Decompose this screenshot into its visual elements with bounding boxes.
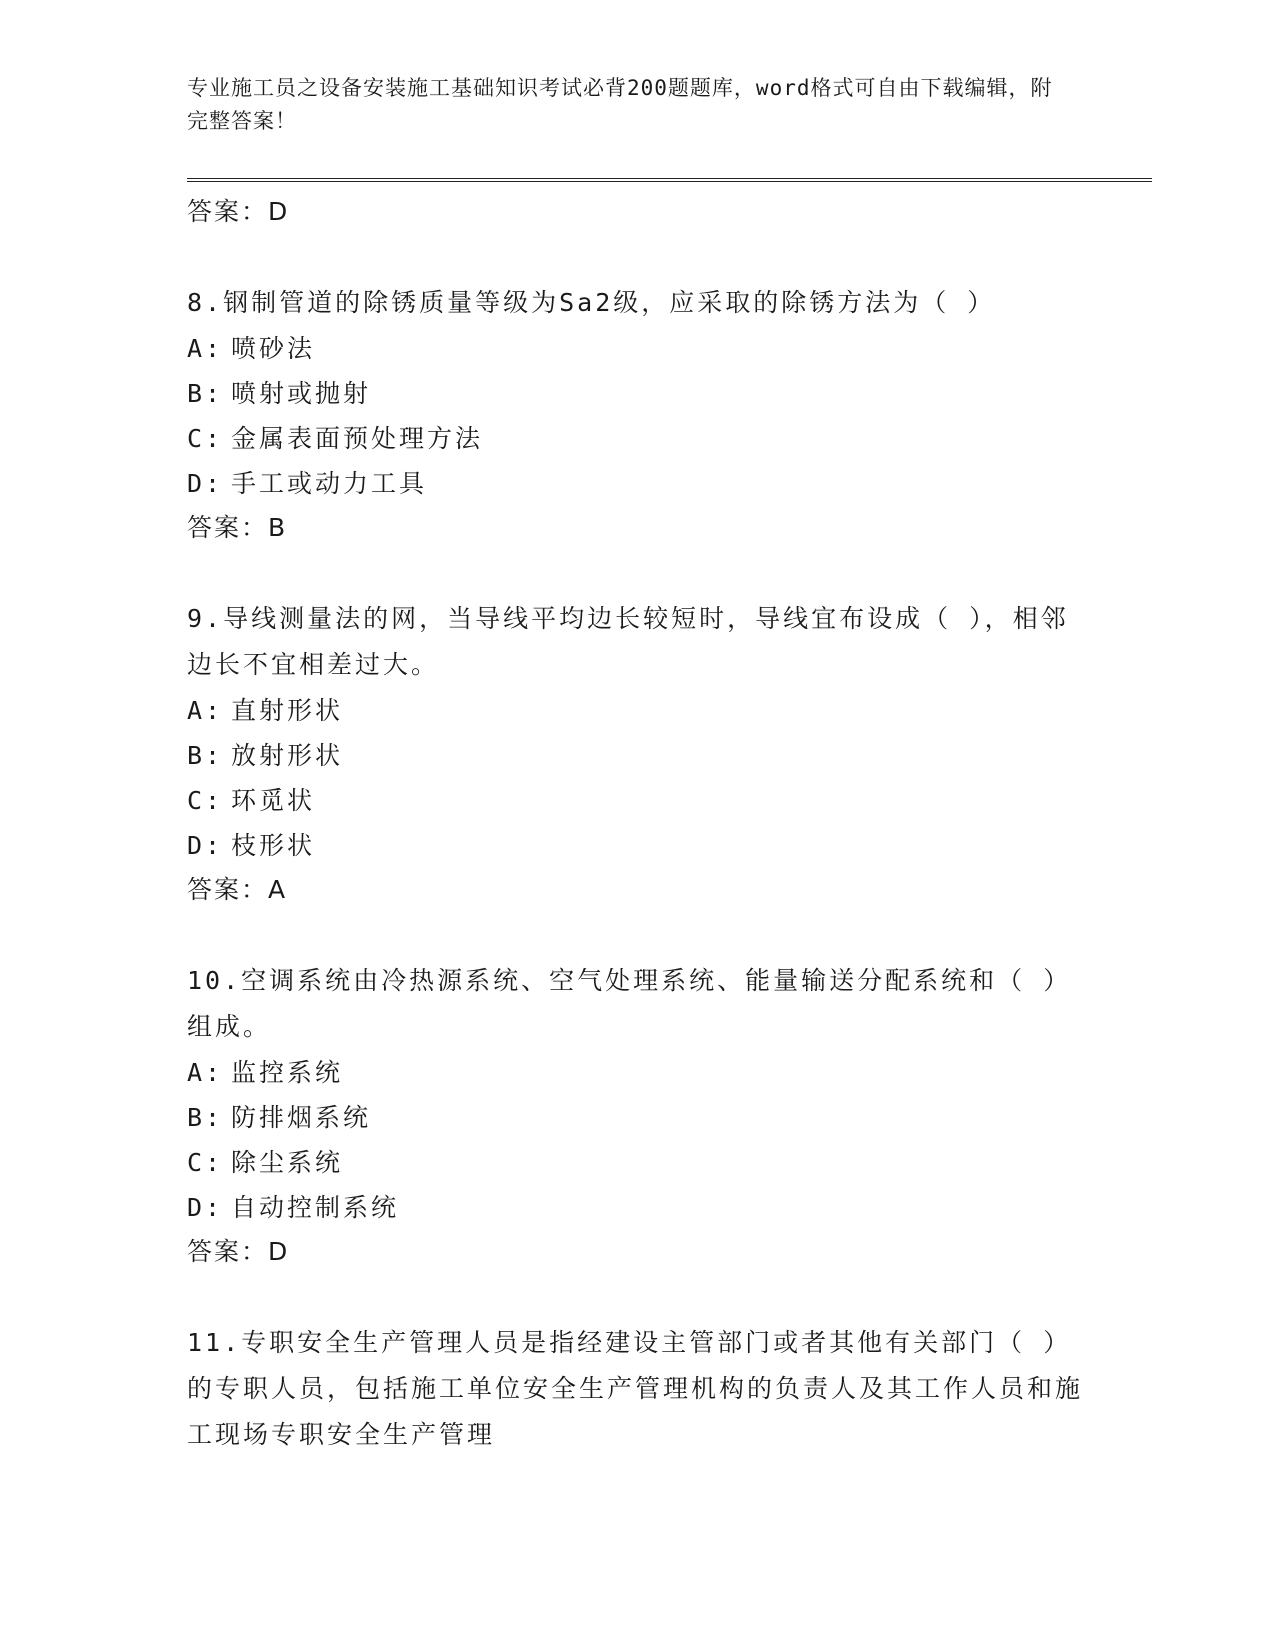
document-body [187, 190, 1087, 1458]
option-key: D: [187, 831, 224, 860]
option-c [187, 1140, 1087, 1185]
question-text: 8.钢制管道的除锈质量等级为Sa2级，应采取的除锈方法为（ ） [187, 288, 996, 317]
option-a [187, 1050, 1087, 1095]
option-text: 喷砂法 [231, 334, 316, 363]
option-key: A: [187, 1058, 224, 1087]
option-c [187, 778, 1087, 823]
option-text: 手工或动力工具 [231, 469, 428, 498]
option-text: 防排烟系统 [231, 1103, 372, 1132]
answer-line: 答案：B [187, 513, 288, 542]
question-11 [187, 1320, 1087, 1458]
option-text: 直射形状 [231, 696, 344, 725]
option-text: 枝形状 [231, 831, 316, 860]
option-b [187, 371, 1087, 416]
option-key: B: [187, 1103, 224, 1132]
option-b [187, 733, 1087, 778]
option-d [187, 461, 1087, 506]
question-10 [187, 958, 1087, 1274]
option-text: 除尘系统 [231, 1148, 344, 1177]
question-8 [187, 280, 1087, 550]
option-c [187, 416, 1087, 461]
answer-line: 答案：D [187, 197, 290, 226]
option-a [187, 326, 1087, 371]
question-text: 10.空调系统由冷热源系统、空气处理系统、能量输送分配系统和（ ）组成。 [187, 966, 1072, 1041]
option-d [187, 1185, 1087, 1230]
document-header-title: 专业施工员之设备安装施工基础知识考试必背200题题库，word格式可自由下载编辑，附完整答案！ [187, 76, 1053, 133]
option-key: A: [187, 334, 224, 363]
option-text: 自动控制系统 [231, 1193, 400, 1222]
option-a [187, 688, 1087, 733]
option-key: B: [187, 379, 224, 408]
option-key: A: [187, 696, 224, 725]
option-d [187, 823, 1087, 868]
question-9 [187, 596, 1087, 912]
option-key: D: [187, 469, 224, 498]
option-key: C: [187, 786, 224, 815]
option-key: D: [187, 1193, 224, 1222]
option-text: 金属表面预处理方法 [231, 424, 484, 453]
answer-line: 答案：D [187, 1237, 290, 1266]
option-text: 放射形状 [231, 741, 344, 770]
option-key: B: [187, 741, 224, 770]
option-b [187, 1095, 1087, 1140]
option-text: 环觅状 [231, 786, 316, 815]
header-divider [187, 178, 1152, 182]
option-key: C: [187, 424, 224, 453]
option-text: 监控系统 [231, 1058, 344, 1087]
answer-line: 答案：A [187, 875, 288, 904]
question-text: 9.导线测量法的网，当导线平均边长较短时，导线宜布设成（ ），相邻边长不宜相差过大。 [187, 604, 1069, 679]
option-text: 喷射或抛射 [231, 379, 372, 408]
option-key: C: [187, 1148, 224, 1177]
question-text: 11.专职安全生产管理人员是指经建设主管部门或者其他有关部门（ ）的专职人员，包括施工单位安全生产管理机构的负责人及其工作人员和施工现场专职安全生产管理 [187, 1328, 1084, 1449]
